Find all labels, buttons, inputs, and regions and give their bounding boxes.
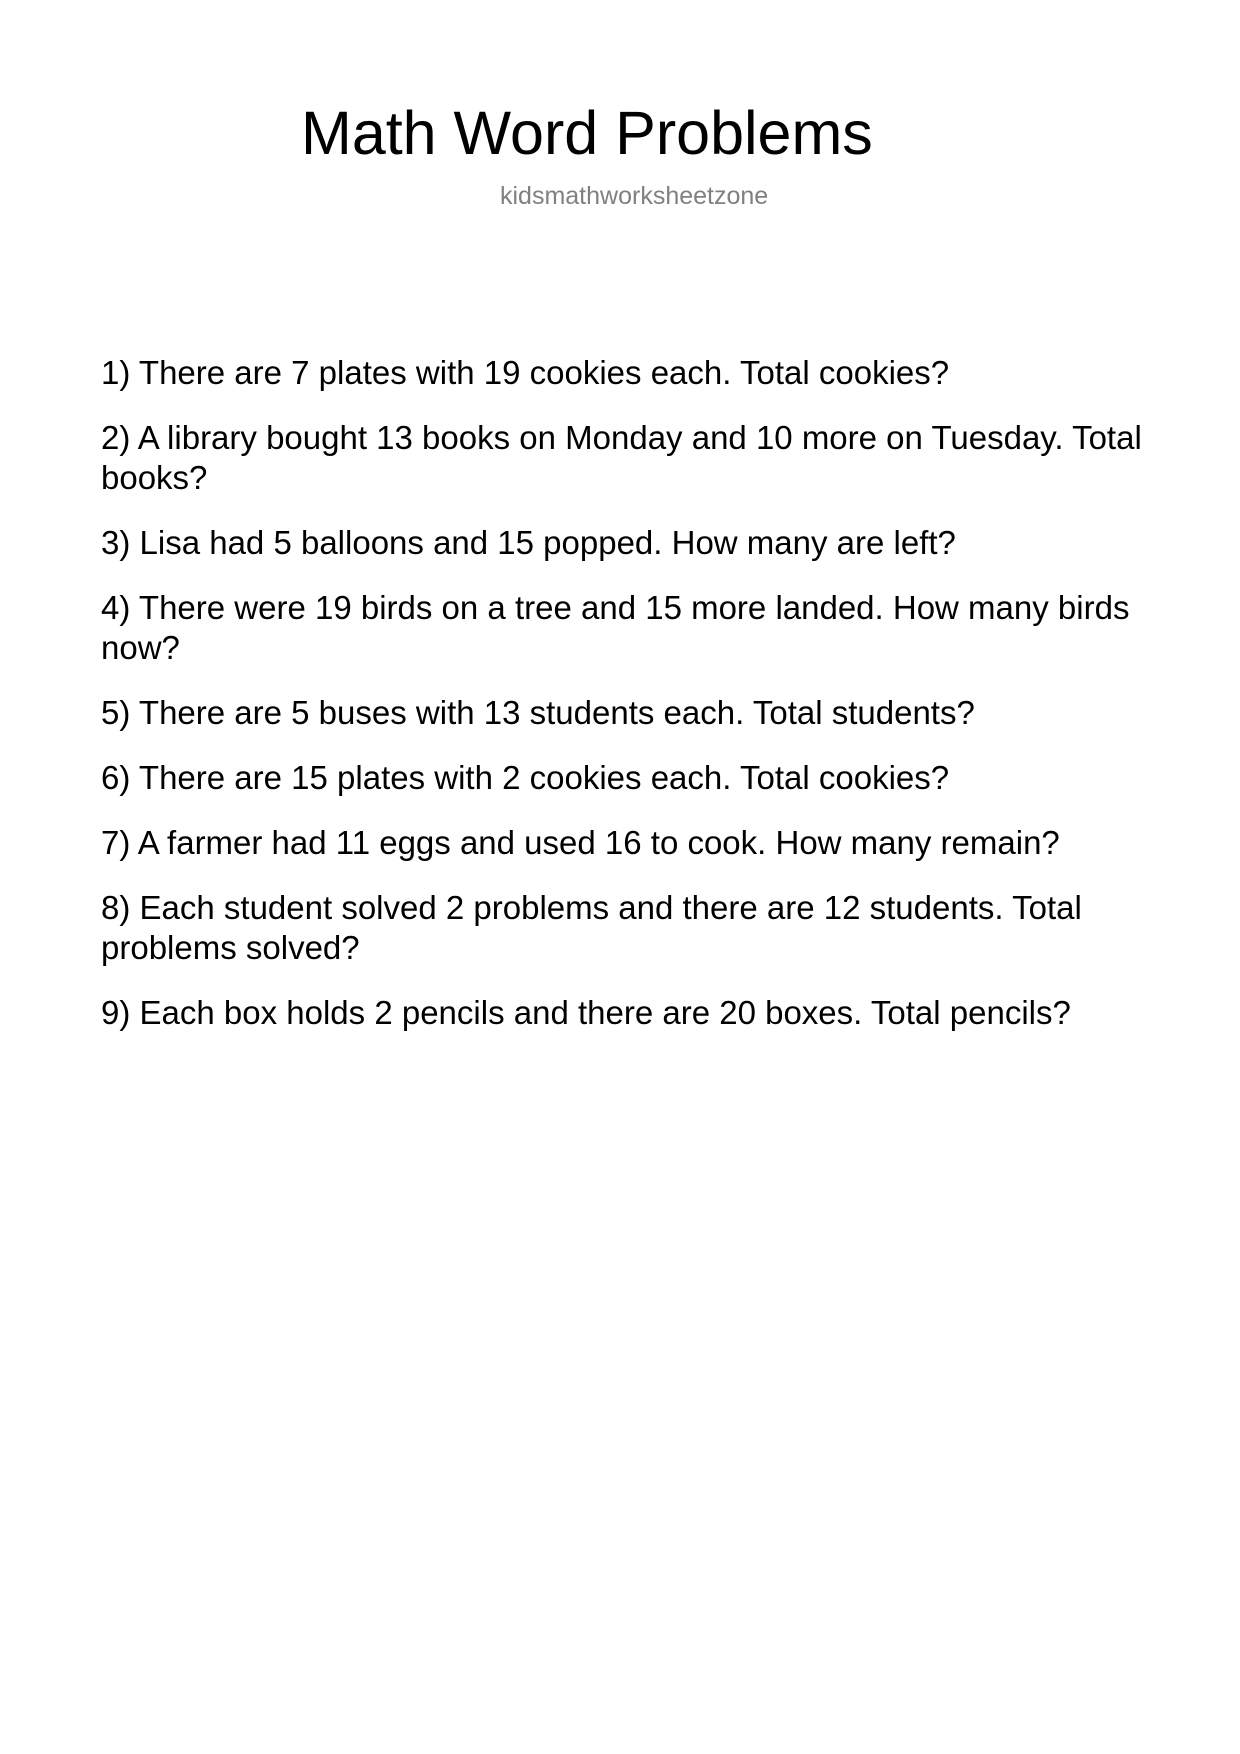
problem-item-9: 9) Each box holds 2 pencils and there are 20 boxes. Total pencils? [101,994,1071,1031]
page-title: Math Word Problems [301,99,873,167]
problem-list [101,353,1153,1058]
source-watermark: kidsmathworksheetzone [500,182,769,210]
problem-item-1: 1) There are 7 plates with 19 cookies each. Total cookies? [101,354,950,391]
problem-item-2: 2) A library bought 13 books on Monday and 10 more on Tuesday. Total books? [101,419,1142,496]
problem-item-3: 3) Lisa had 5 balloons and 15 popped. How many are left? [101,524,956,561]
problem-item-6: 6) There are 15 plates with 2 cookies each. Total cookies? [101,759,950,796]
problem-item-5: 5) There are 5 buses with 13 students each. Total students? [101,694,975,731]
problem-item-8: 8) Each student solved 2 problems and there are 12 students. Total problems solved? [101,889,1082,966]
problem-item-7: 7) A farmer had 11 eggs and used 16 to cook. How many remain? [101,824,1060,861]
problem-item-4: 4) There were 19 birds on a tree and 15 more landed. How many birds now? [101,589,1130,666]
